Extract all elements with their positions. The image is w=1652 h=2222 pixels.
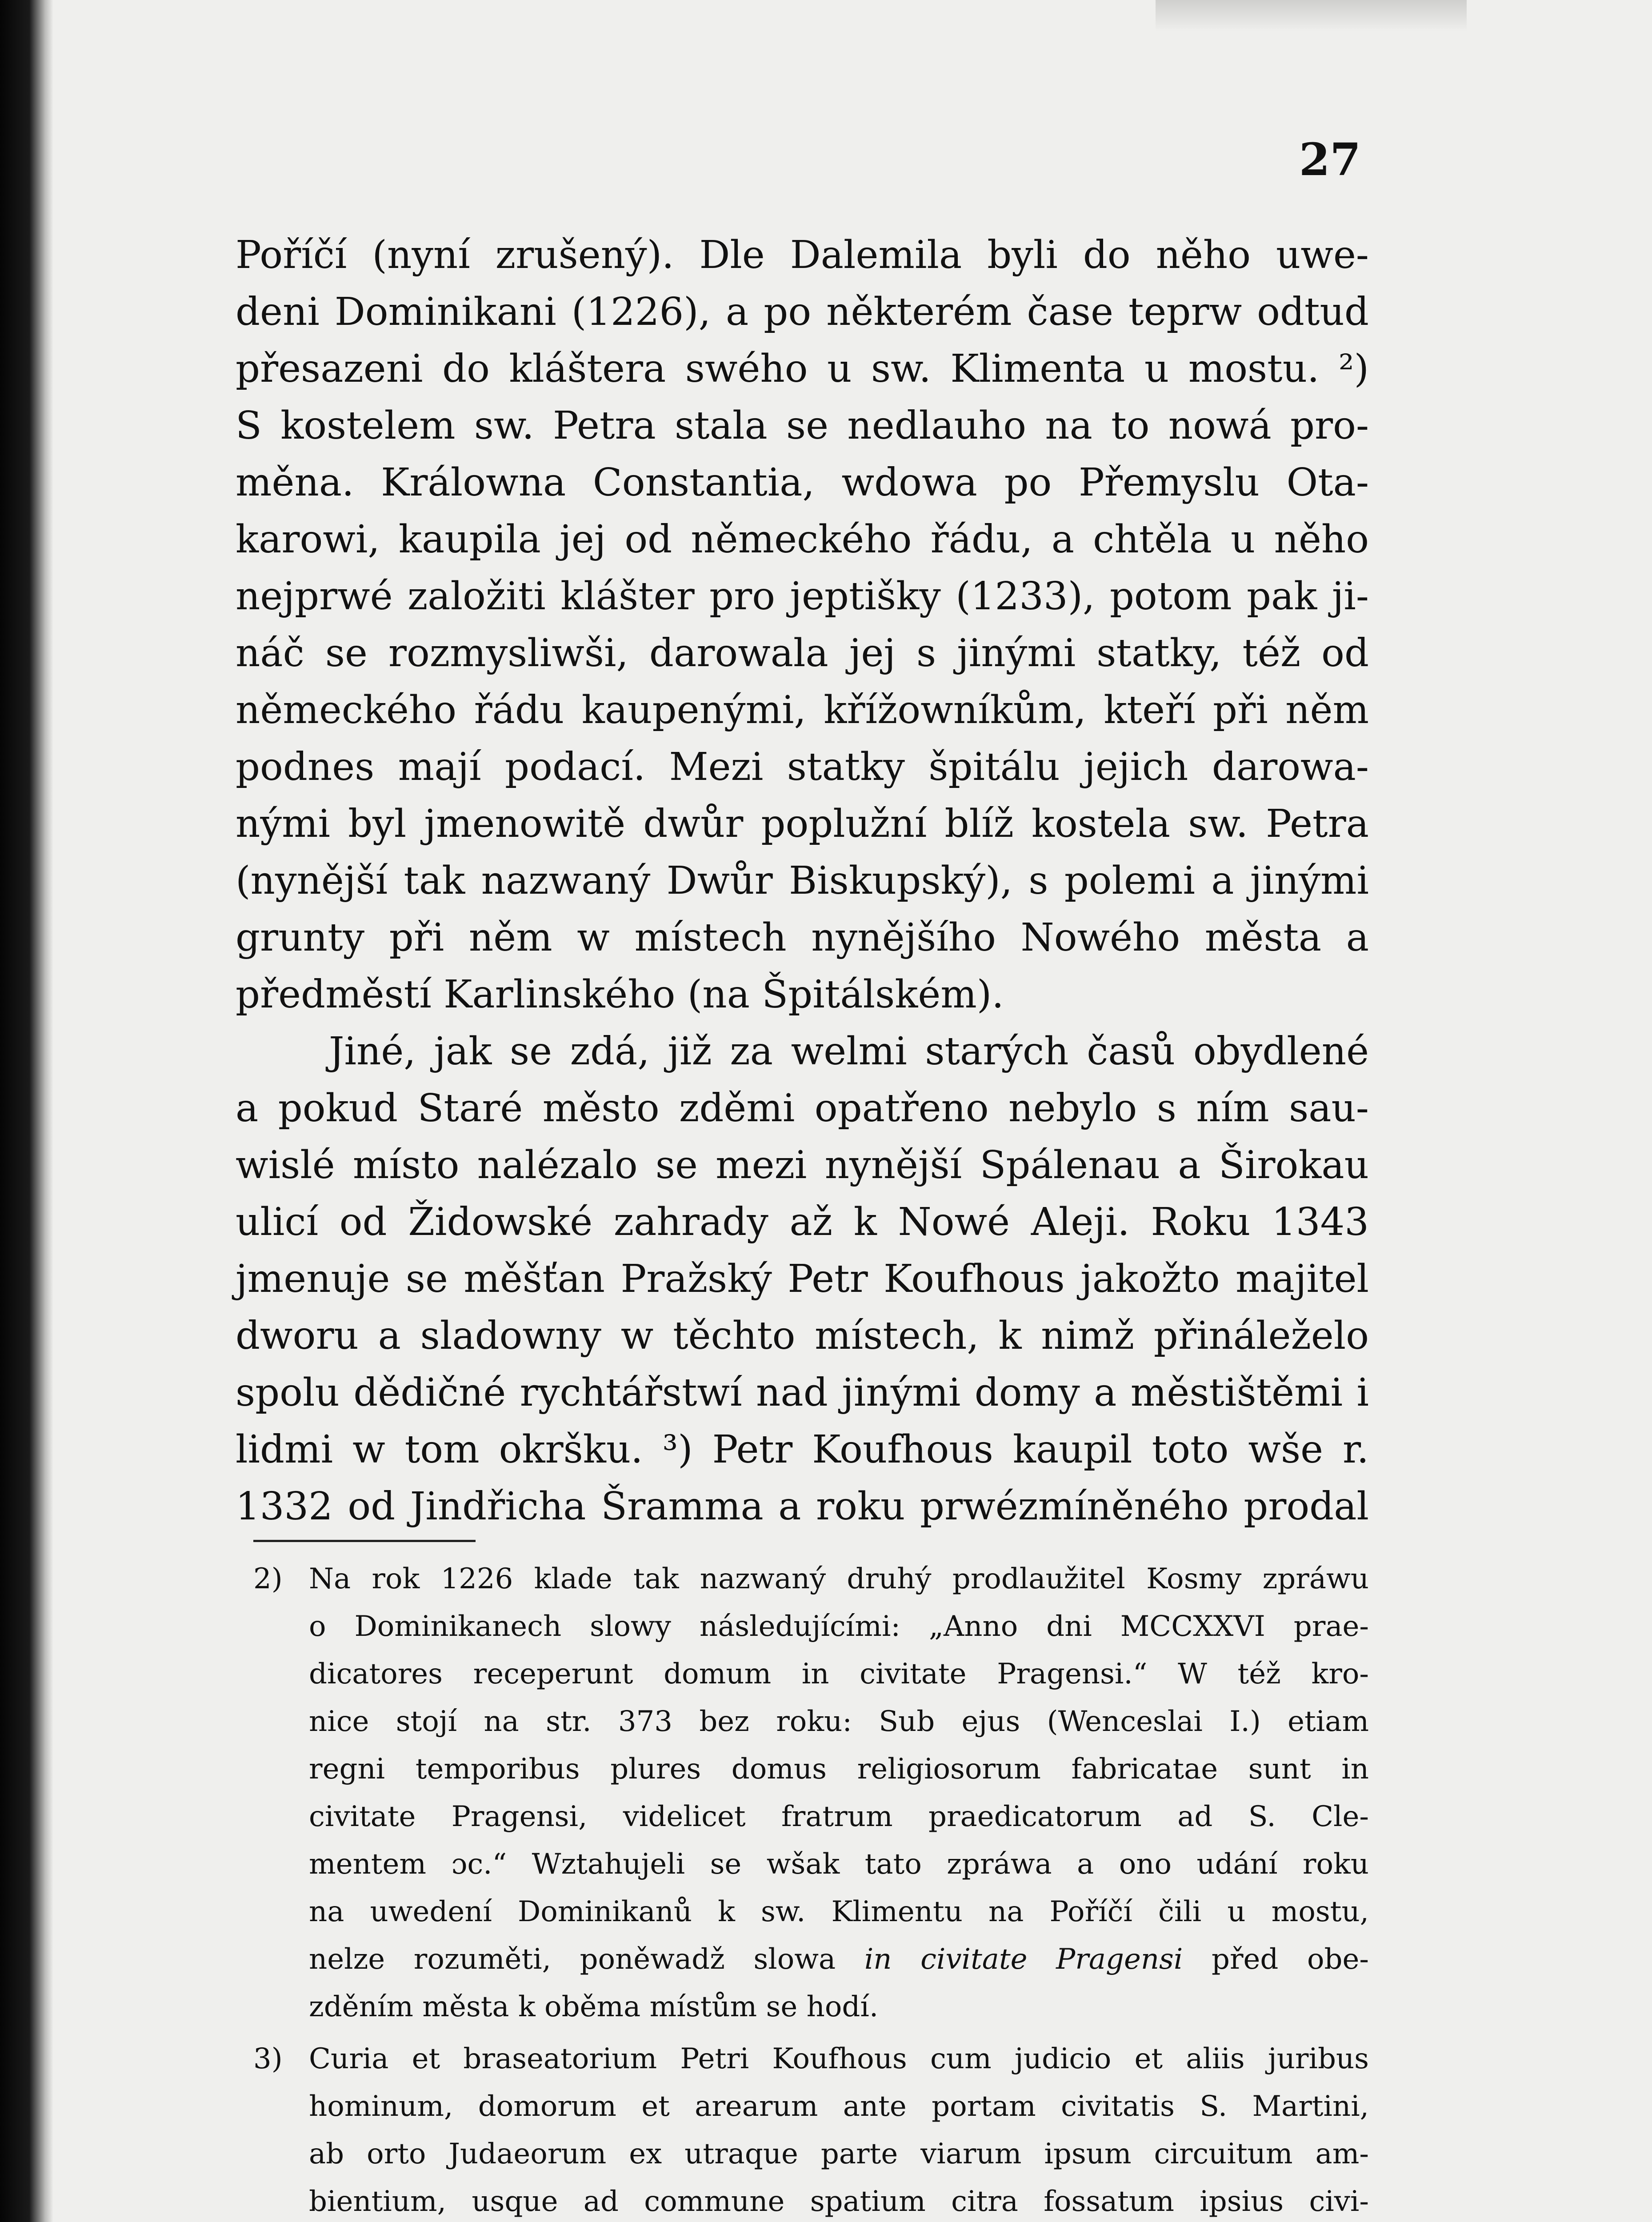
footnote-text: nelze rozuměti, poněwadž slowa (309, 1943, 864, 1976)
text-line: Poříčí (nyní zrušený). Dle Dalemila byli do něho uwe- (236, 233, 1369, 277)
footnote-line: na uwedení Dominikanů k sw. Klimentu na Poříčí čili u mostu, (309, 1895, 1369, 1928)
footnote-line (309, 1936, 1369, 1983)
text-line: přesazeni do kláštera swého u sw. Klimenta u mostu. ²) (236, 347, 1369, 391)
footnote-separator (253, 1540, 476, 1542)
text-line: měna. Králowna Constantia, wdowa po Přemyslu Ota- (236, 460, 1369, 505)
footnote-line: hominum, domorum et arearum ante portam civitatis S. Martini, (309, 2090, 1369, 2123)
footnote-line: ab orto Judaeorum ex utraque parte viarum ipsum circuitum am- (309, 2138, 1369, 2170)
footnote-marker: 3) (253, 2042, 283, 2075)
text-line: Jiné, jak se zdá, již za welmi starých časů obydlené (329, 1029, 1369, 1074)
footnote-marker: 2) (253, 1563, 283, 1595)
footnote-3 (253, 2035, 1369, 2222)
footnote-line: bientium, usque ad commune spatium citra fossatum ipsius civi- (309, 2185, 1369, 2218)
text-line: grunty při něm w místech nynějšího Nowého města a (236, 915, 1369, 960)
text-line: deni Dominikani (1226), a po některém čase teprw odtud (236, 290, 1369, 334)
text-line: ulicí od Židowské zahrady až k Nowé Aleji. Roku 1343 (236, 1200, 1369, 1244)
footnote-line: dicatores receperunt domum in civitate Pragensi.“ W též kro- (309, 1658, 1369, 1690)
text-line: nými byl jmenowitě dwůr poplužní blíž kostela sw. Petra (236, 802, 1369, 846)
text-line: karowi, kaupila jej od německého řádu, a chtěla u něho (236, 517, 1369, 562)
text-line: a pokud Staré město zděmi opatřeno nebylo s ním sau- (236, 1086, 1369, 1131)
footnote-line: o Dominikanech slowy následujícími: „Anno dni MCCXXVI prae- (309, 1610, 1369, 1643)
text-line: dworu a sladowny w těchto místech, k nimž přináleželo (236, 1314, 1369, 1358)
text-line: wislé místo nalézalo se mezi nynější Spálenau a Širokau (236, 1143, 1369, 1187)
footnote-2 (253, 1555, 1369, 2031)
text-line: spolu dědičné rychtářstwí nad jinými domy a městištěmi i (236, 1371, 1369, 1415)
text-line: podnes mají podací. Mezi statky špitálu jejich darowa- (236, 745, 1369, 789)
main-text (236, 227, 1369, 1535)
scan-top-shadow (1156, 0, 1467, 31)
text-line: jmenuje se měšťan Pražský Petr Koufhous jakožto majitel (236, 1257, 1369, 1301)
text-line: náč se rozmysliwši, darowala jej s jinými statky, též od (236, 631, 1369, 675)
footnote-italic-phrase: in civitate Pragensi (864, 1943, 1183, 1976)
scan-binding-shadow (0, 0, 53, 2222)
page-number: 27 (1299, 133, 1361, 186)
footnote-text: před obe- (1183, 1943, 1369, 1976)
text-line: (nynější tak nazwaný Dwůr Biskupský), s polemi a jinými (236, 859, 1369, 903)
footnote-line: zděním města k oběma místům se hodí. (309, 1990, 879, 2023)
text-line: předměstí Karlinského (na Špitálském). (236, 972, 1004, 1017)
footnote-line: Curia et braseatorium Petri Koufhous cum judicio et aliis juribus (309, 2042, 1369, 2075)
footnote-line: regni temporibus plures domus religiosorum fabricatae sunt in (309, 1753, 1369, 1786)
text-line: německého řádu kaupenými, křížowníkům, kteří při něm (236, 688, 1369, 732)
text-line: nejprwé založiti klášter pro jeptišky (1233), potom pak ji- (236, 574, 1369, 619)
footnote-line: civitate Pragensi, videlicet fratrum praedicatorum ad S. Cle- (309, 1800, 1369, 1833)
text-line: 1332 od Jindřicha Šramma a roku prwézmíněného prodal (236, 1484, 1369, 1529)
footnote-line: mentem ɔc.“ Wztahujeli se wšak tato zpráwa a ono udání roku (309, 1848, 1369, 1881)
footnote-line: nice stojí na str. 373 bez roku: Sub ejus (Wenceslai I.) etiam (309, 1705, 1369, 1738)
text-line: S kostelem sw. Petra stala se nedlauho na to nowá pro- (236, 404, 1369, 448)
text-line: lidmi w tom okršku. ³) Petr Koufhous kaupil toto wše r. (236, 1427, 1369, 1472)
footnote-line: Na rok 1226 klade tak nazwaný druhý prodlaužitel Kosmy zpráwu (309, 1563, 1369, 1595)
